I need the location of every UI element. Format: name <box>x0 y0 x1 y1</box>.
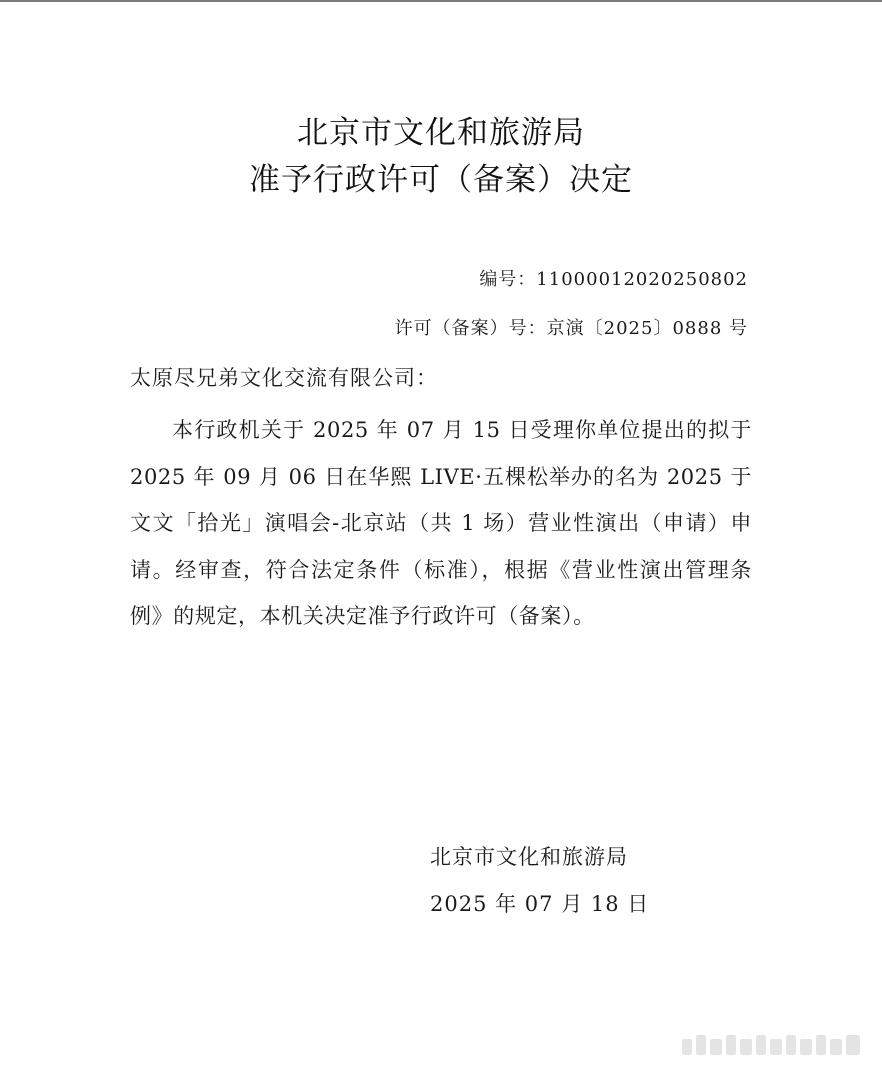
permit-number: 许可（备案）号：京演〔2025〕0888 号 <box>394 318 748 339</box>
title-decision: 准予行政许可（备案）决定 <box>249 162 633 198</box>
watermark-graphic <box>678 1025 868 1065</box>
top-border-line <box>0 0 882 2</box>
recipient-name: 太原尽兄弟文化交流有限公司： <box>130 366 438 390</box>
decision-body-paragraph: 本行政机关于 2025 年 07 月 15 日受理你单位提出的拟于 2025 年 09 月 06 日在华熙 LIVE·五棵松举办的名为 2025 于文文「拾光」演唱会-北京站（共 1 场）营业性演出（申请）申请。经审查，符合法定条件（标准），根据《营业性演出管理条例》的规定，本机关决定准予行政许可（备案）。 <box>130 418 752 628</box>
document-number: 编号：11000012020250802 <box>479 269 748 290</box>
signature-date: 2025 年 07 月 18 日 <box>430 892 650 916</box>
title-issuer: 北京市文化和旅游局 <box>297 115 585 151</box>
signature-organization: 北京市文化和旅游局 <box>430 845 628 869</box>
